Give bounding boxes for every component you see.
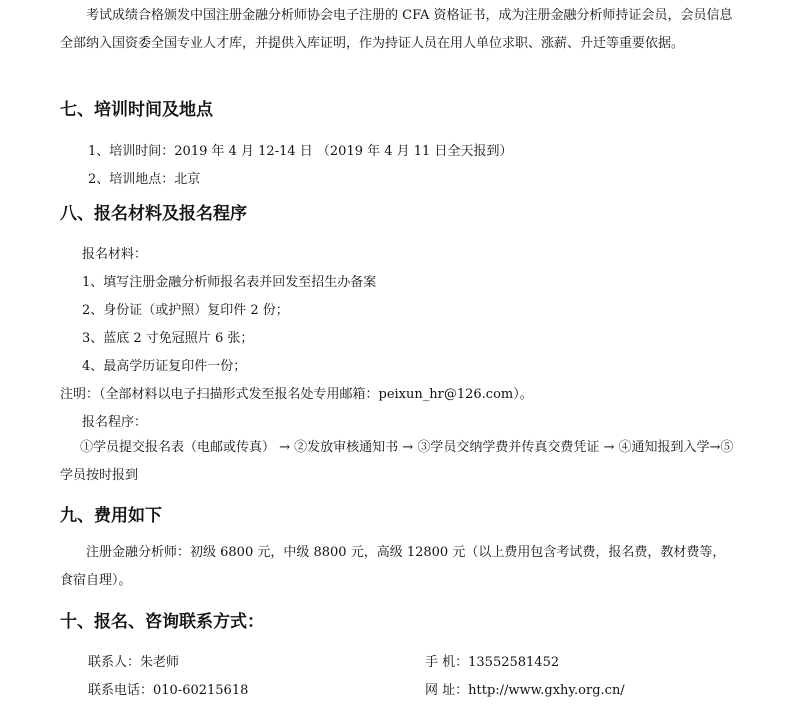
contact-person: 联系人：朱老师 (88, 655, 180, 670)
materials-note: 注明：（全部材料以电子扫描形式发至报名处专用邮箱：peixun_hr@126.com）。 (60, 387, 533, 402)
material-item: 4、最高学历证复印件一份； (82, 359, 247, 374)
section-heading-fees: 九、费用如下 (60, 506, 162, 526)
section-heading-contact: 十、报名、咨询联系方式： (60, 612, 264, 632)
material-item: 2、身份证（或护照）复印件 2 份； (82, 303, 289, 318)
process-steps: ①学员提交报名表（电邮或传真） → ②发放审核通知书 → ③学员交纳学费并传真交费凭证 → ④通知报到入学→⑤学员按时报到 (60, 440, 734, 483)
material-item: 1、填写注册金融分析师报名表并回发至招生办备案 (82, 275, 377, 290)
fees-text: 注册金融分析师：初级 6800 元，中级 8800 元，高级 12800 元（以上费用包含考试费，报名费，教材费等，食宿自理）。 (60, 545, 726, 588)
contact-website[interactable]: 网 址：http://www.gxhy.org.cn/ (425, 683, 625, 698)
training-time: 1、培训时间：2019 年 4 月 12-14 日 （2019 年 4 月 11 日全天报到） (88, 144, 513, 159)
section-heading-registration: 八、报名材料及报名程序 (60, 204, 247, 224)
materials-label: 报名材料： (82, 247, 148, 262)
contact-phone: 联系电话：010-60215618 (88, 683, 249, 698)
material-item: 3、蓝底 2 寸免冠照片 6 张； (82, 331, 254, 346)
process-label: 报名程序： (82, 415, 148, 430)
contact-mobile: 手 机：13552581452 (425, 655, 560, 670)
section-heading-training: 七、培训时间及地点 (60, 100, 213, 120)
intro-paragraph: 考试成绩合格颁发中国注册金融分析师协会电子注册的 CFA 资格证书，成为注册金融分析师持证会员，会员信息全部纳入国资委全国专业人才库，并提供入库证明，作为持证人员在用人单位求职、涨薪、升迁等重要依据。 (60, 8, 733, 51)
training-place: 2、培训地点：北京 (88, 172, 201, 187)
